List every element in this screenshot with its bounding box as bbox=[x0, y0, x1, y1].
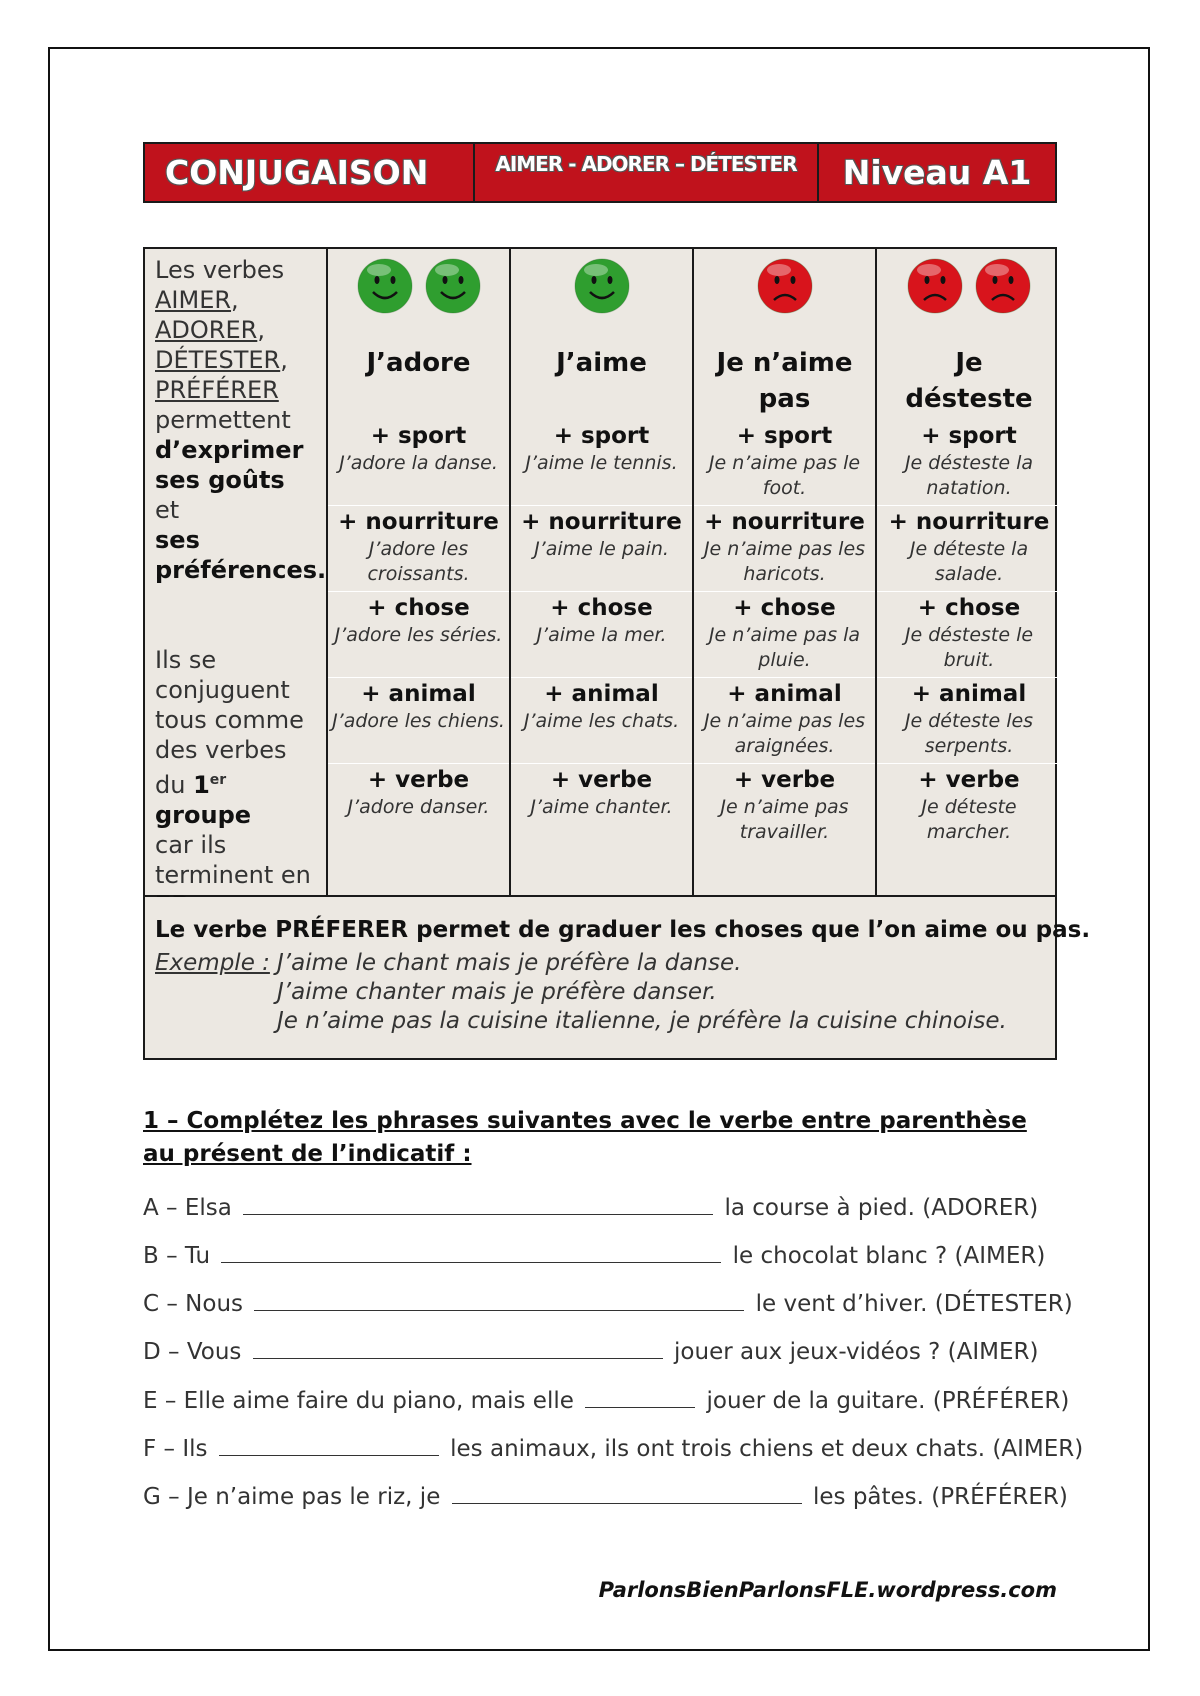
column-aime bbox=[511, 249, 694, 895]
example-sentence: J’adore danser. bbox=[347, 796, 490, 818]
row-divider bbox=[694, 763, 875, 764]
intro-text: des verbes bbox=[155, 736, 287, 764]
sentence-start: A – Elsa bbox=[143, 1195, 240, 1221]
row-divider bbox=[511, 677, 692, 678]
intro-bold: d’exprimer bbox=[155, 436, 304, 464]
example-sentence: J’aime la mer. bbox=[536, 624, 667, 646]
row-divider bbox=[511, 763, 692, 764]
intro-text: Ils se bbox=[155, 646, 217, 674]
exercise-line bbox=[143, 1192, 1038, 1221]
example-sentence: J’adore les chiens. bbox=[332, 710, 505, 732]
verb-detester: DÉTESTER bbox=[155, 346, 281, 374]
example-sentence: J’aime chanter. bbox=[530, 796, 673, 818]
example-sentence: J’adore la danse. bbox=[339, 452, 498, 474]
column-heading: J’adore bbox=[366, 348, 471, 378]
conjugation-example bbox=[881, 593, 1057, 673]
category-label: + verbe bbox=[550, 767, 653, 793]
conjugation-example bbox=[698, 765, 871, 845]
conjugation-example bbox=[515, 507, 688, 562]
intro-bold: ses bbox=[155, 526, 200, 554]
category-label: + animal bbox=[544, 681, 659, 707]
sentence-start: G – Je n’aime pas le riz, je bbox=[143, 1484, 448, 1510]
exercise-line bbox=[143, 1288, 1073, 1317]
intro-bold: groupe bbox=[155, 801, 252, 829]
preferer-rule: Le verbe PRÉFERER permet de graduer les choses que l’on aime ou pas. bbox=[155, 917, 1091, 943]
sentence-end: les pâtes. (PRÉFÉRER) bbox=[805, 1484, 1068, 1510]
conjugation-example bbox=[881, 679, 1057, 759]
conjugation-example bbox=[332, 765, 505, 820]
sentence-end: le vent d’hiver. (DÉTESTER) bbox=[748, 1291, 1073, 1317]
answer-blank[interactable] bbox=[452, 1481, 802, 1504]
category-label: + nourriture bbox=[338, 509, 499, 535]
sad-smiley-icon bbox=[905, 256, 965, 316]
answer-blank[interactable] bbox=[585, 1385, 695, 1408]
sentence-end: jouer aux jeux-vidéos ? (AIMER) bbox=[666, 1339, 1039, 1365]
row-divider bbox=[511, 591, 692, 592]
conjugation-example bbox=[698, 507, 871, 587]
example-sentence: Je déteste marcher. bbox=[921, 796, 1017, 843]
conjugation-example bbox=[332, 421, 505, 476]
preferer-box bbox=[143, 897, 1091, 1060]
category-label: + chose bbox=[550, 595, 653, 621]
category-label: + sport bbox=[921, 423, 1017, 449]
category-label: + chose bbox=[733, 595, 836, 621]
column-heading: J’aime bbox=[556, 348, 647, 378]
row-divider bbox=[877, 677, 1061, 678]
exercise-line bbox=[143, 1481, 1068, 1510]
conjugation-example bbox=[881, 765, 1057, 845]
answer-blank[interactable] bbox=[253, 1336, 663, 1359]
intro-bold: 1 bbox=[193, 771, 210, 799]
category-label: + sport bbox=[736, 423, 833, 449]
row-divider bbox=[511, 505, 692, 506]
intro-text: permettent bbox=[155, 406, 291, 434]
smileys bbox=[877, 249, 1061, 321]
conjugation-example bbox=[515, 679, 688, 734]
sentence-start: F – Ils bbox=[143, 1436, 215, 1462]
column-aime-pas bbox=[694, 249, 877, 895]
row-divider bbox=[877, 591, 1061, 592]
conjugation-example bbox=[332, 507, 505, 587]
category-label: + sport bbox=[553, 423, 650, 449]
example-sentence: Je n’aime pas la pluie. bbox=[708, 624, 861, 671]
happy-smiley-icon bbox=[572, 256, 632, 316]
conjugation-example bbox=[698, 421, 871, 501]
conjugation-example bbox=[881, 421, 1057, 501]
intro-text: et bbox=[155, 496, 180, 524]
conjugation-example bbox=[332, 679, 505, 734]
column-heading: Je désteste bbox=[905, 348, 1033, 414]
happy-smiley-icon bbox=[355, 256, 415, 316]
row-divider bbox=[328, 677, 509, 678]
intro-sup: er bbox=[209, 772, 227, 788]
row-divider bbox=[328, 505, 509, 506]
row-divider bbox=[877, 505, 1061, 506]
happy-smiley-icon bbox=[423, 256, 483, 316]
conjugation-example bbox=[515, 593, 688, 648]
example-3: Je n’aime pas la cuisine italienne, je préfère la cuisine chinoise. bbox=[277, 1008, 1007, 1034]
answer-blank[interactable] bbox=[243, 1192, 713, 1215]
exercise-line bbox=[143, 1240, 1045, 1269]
row-divider bbox=[694, 591, 875, 592]
column-adore bbox=[328, 249, 511, 895]
answer-blank[interactable] bbox=[219, 1433, 439, 1456]
title: CONJUGAISON bbox=[145, 144, 475, 201]
example-sentence: Je désteste le bruit. bbox=[904, 624, 1034, 671]
answer-blank[interactable] bbox=[254, 1288, 744, 1311]
column-deteste bbox=[877, 249, 1061, 895]
example-1: J’aime le chant mais je préfère la danse. bbox=[277, 950, 742, 976]
answer-blank[interactable] bbox=[221, 1240, 721, 1263]
sentence-end: la course à pied. (ADORER) bbox=[717, 1195, 1039, 1221]
sentence-end: le chocolat blanc ? (AIMER) bbox=[725, 1243, 1046, 1269]
conjugation-example bbox=[698, 593, 871, 673]
intro-text: Les verbes bbox=[155, 256, 285, 284]
sad-smiley-icon bbox=[755, 256, 815, 316]
row-divider bbox=[694, 505, 875, 506]
category-label: + nourriture bbox=[704, 509, 865, 535]
example-sentence: Je n’aime pas le foot. bbox=[708, 452, 861, 499]
smileys bbox=[328, 249, 509, 321]
sentence-end: jouer de la guitare. (PRÉFÉRER) bbox=[699, 1388, 1070, 1414]
example-2: J’aime chanter mais je préfère danser. bbox=[277, 979, 717, 1005]
intro-text: conjuguent bbox=[155, 676, 290, 704]
category-label: + chose bbox=[367, 595, 470, 621]
intro-bold: ses goûts bbox=[155, 466, 285, 494]
footer-url: ParlonsBienParlonsFLE.wordpress.com bbox=[598, 1578, 1057, 1602]
example-sentence: Je n’aime pas les araignées. bbox=[703, 710, 866, 757]
intro-text: terminent en bbox=[155, 861, 311, 889]
category-label: + nourriture bbox=[521, 509, 682, 535]
verb-aimer: AIMER bbox=[155, 286, 232, 314]
category-label: + animal bbox=[911, 681, 1027, 707]
category-label: + verbe bbox=[918, 767, 1020, 793]
example-sentence: J’adore les croissants. bbox=[367, 538, 470, 585]
example-sentence: Je désteste la natation. bbox=[904, 452, 1034, 499]
example-sentence: J’aime le pain. bbox=[534, 538, 669, 560]
category-label: + chose bbox=[917, 595, 1021, 621]
example-sentence: J’adore les séries. bbox=[334, 624, 503, 646]
row-divider bbox=[328, 591, 509, 592]
intro-text: tous comme bbox=[155, 706, 304, 734]
verb-preferer: PRÉFÉRER bbox=[155, 376, 279, 404]
conjugation-example bbox=[881, 507, 1057, 587]
sentence-start: B – Tu bbox=[143, 1243, 218, 1269]
intro-text: du bbox=[155, 771, 194, 799]
conjugation-example bbox=[515, 421, 688, 476]
sentence-start: D – Vous bbox=[143, 1339, 249, 1365]
sentence-start: C – Nous bbox=[143, 1291, 251, 1317]
exercise-line bbox=[143, 1385, 1069, 1414]
sad-smiley-icon bbox=[973, 256, 1033, 316]
example-label: Exemple : bbox=[155, 950, 270, 976]
sentence-end: les animaux, ils ont trois chiens et deux chats. (AIMER) bbox=[442, 1436, 1084, 1462]
row-divider bbox=[694, 677, 875, 678]
intro-column: Les verbes AIMER, ADORER, DÉTESTER, PRÉFÉRER permettent d’exprimer ses goûts et ses préférences. Ils se conjuguent tous comme des verbes du 1er groupe car ils terminent en bbox=[145, 249, 328, 895]
conjugation-example bbox=[698, 679, 871, 759]
example-sentence: Je n’aime pas travailler. bbox=[720, 796, 849, 843]
title-bar bbox=[143, 142, 1057, 203]
intro-text: car ils bbox=[155, 831, 227, 859]
conjugation-example bbox=[515, 765, 688, 820]
row-divider bbox=[328, 763, 509, 764]
intro-bold: préférences. bbox=[155, 556, 327, 584]
category-label: + sport bbox=[370, 423, 467, 449]
conjugation-table bbox=[143, 247, 1057, 897]
category-label: + animal bbox=[727, 681, 842, 707]
example-sentence: Je déteste les serpents. bbox=[904, 710, 1034, 757]
column-heading: Je n’aime pas bbox=[716, 348, 853, 414]
exercise-line bbox=[143, 1433, 1083, 1462]
example-sentence: Je déteste la salade. bbox=[909, 538, 1029, 585]
example-sentence: Je n’aime pas les haricots. bbox=[703, 538, 866, 585]
category-label: + animal bbox=[361, 681, 476, 707]
level-label: Niveau A1 bbox=[842, 153, 1032, 192]
category-label: + verbe bbox=[367, 767, 470, 793]
exercise-title: 1 – Complétez les phrases suivantes avec le verbe entre parenthèse au présent de l’indicatif : bbox=[143, 1108, 1027, 1167]
category-label: + nourriture bbox=[888, 509, 1050, 535]
verb-adorer: ADORER bbox=[155, 316, 258, 344]
sentence-start: E – Elle aime faire du piano, mais elle bbox=[143, 1388, 582, 1414]
row-divider bbox=[877, 763, 1061, 764]
exercise-line bbox=[143, 1336, 1038, 1365]
category-label: + verbe bbox=[733, 767, 836, 793]
verbs-title: AIMER - ADORER – DÉTESTER bbox=[475, 144, 819, 201]
conjugation-example bbox=[332, 593, 505, 648]
example-sentence: J’aime le tennis. bbox=[525, 452, 678, 474]
example-sentence: J’aime les chats. bbox=[523, 710, 680, 732]
smileys bbox=[511, 249, 692, 321]
smileys bbox=[694, 249, 875, 321]
